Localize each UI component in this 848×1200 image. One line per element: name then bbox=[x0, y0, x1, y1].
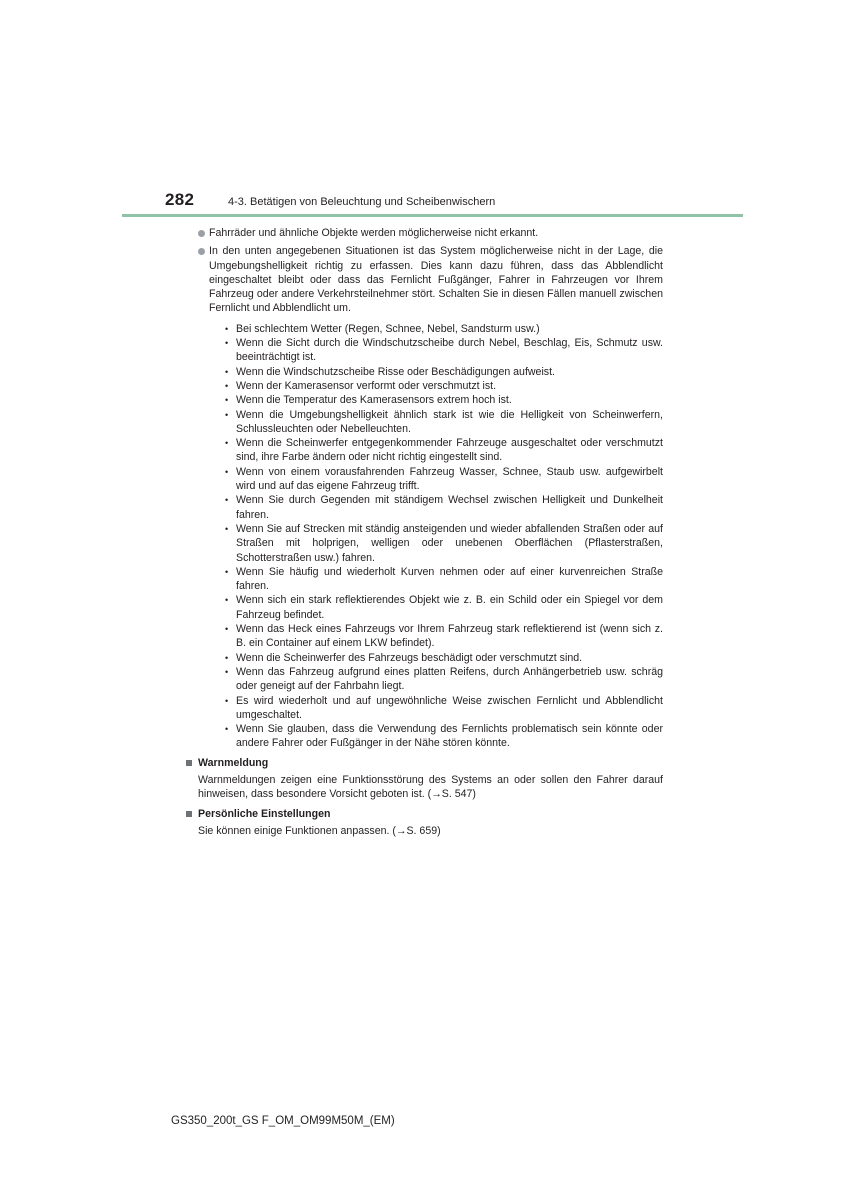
bullet-text: In den unten angegebenen Situationen ist das System möglicherweise nicht in der Lage, die Umgebungshelligkeit richtig zu erfassen. Dies kann dazu führen, dass das Abblendlicht eingeschaltet bleibt oder dass das Fernlicht Fußgänger, Fahrer in Fahrzeugen vor Ihrem Fahrzeug oder andere Verkehrsteilnehmer stört. Schalten Sie in diesen Fällen manuell zwischen Fernlicht und Abblendlicht um. bbox=[209, 245, 663, 315]
main-content bbox=[195, 226, 663, 838]
small-bullet-icon: • bbox=[225, 666, 229, 677]
sub-list-item bbox=[223, 322, 663, 336]
sub-list-item bbox=[223, 722, 663, 751]
sub-list-text: Wenn die Scheinwerfer des Fahrzeugs beschädigt oder verschmutzt sind. bbox=[236, 651, 583, 664]
sub-list-text: Wenn der Kamerasensor verformt oder verschmutzt ist. bbox=[236, 379, 497, 392]
sub-list-text: Wenn das Fahrzeug aufgrund eines platten Reifens, durch Anhängerbetrieb usw. schräg oder geneigt auf der Fahrbahn liegt. bbox=[236, 665, 663, 693]
section-warnmeldung bbox=[195, 756, 663, 802]
bullet-text: Fahrräder und ähnliche Objekte werden möglicherweise nicht erkannt. bbox=[209, 227, 539, 239]
section-square-icon bbox=[186, 760, 192, 766]
footer-code: GS350_200t_GS F_OM_OM99M50M_(EM) bbox=[171, 1115, 395, 1127]
sub-list-text: Wenn Sie häufig und wiederholt Kurven nehmen oder auf einer kurvenreichen Straße fahren. bbox=[236, 565, 663, 593]
sub-list-item bbox=[223, 393, 663, 407]
sub-list-item bbox=[223, 365, 663, 379]
sub-list-text: Wenn die Temperatur des Kamerasensors extrem hoch ist. bbox=[236, 394, 512, 407]
sub-list-text: Wenn Sie glauben, dass die Verwendung des Fernlichts problematisch sein könnte oder andere Fahrer oder Fußgänger in der Nähe stören könnte. bbox=[236, 723, 663, 750]
small-bullet-icon: • bbox=[225, 695, 229, 706]
sub-list-item bbox=[223, 651, 663, 665]
section-body: Warnmeldungen zeigen eine Funktionsstörung des Systems an oder sollen den Fahrer darauf hinweisen, dass besondere Vorsicht geboten ist. (→S. 547) bbox=[198, 773, 663, 801]
small-bullet-icon: • bbox=[225, 338, 229, 349]
section-square-icon bbox=[186, 811, 192, 817]
sub-list-item bbox=[223, 665, 663, 694]
bullet-dot-icon bbox=[198, 230, 205, 237]
sub-list bbox=[223, 322, 663, 751]
small-bullet-icon: • bbox=[225, 495, 229, 506]
section-persoenliche-einstellungen bbox=[195, 807, 663, 839]
section-body: Sie können einige Funktionen anpassen. (→S. 659) bbox=[198, 824, 441, 837]
sub-list-text: Wenn Sie auf Strecken mit ständig ansteigenden und wieder abfallenden Straßen oder auf Straßen mit holprigen, welligen oder unebenen Oberflächen (Pflasterstraßen, Schotterstraßen usw.) fahren. bbox=[236, 522, 663, 564]
small-bullet-icon: • bbox=[225, 323, 229, 334]
sub-list-item bbox=[223, 622, 663, 651]
small-bullet-icon: • bbox=[225, 566, 229, 577]
small-bullet-icon: • bbox=[225, 624, 229, 635]
small-bullet-icon: • bbox=[225, 595, 229, 606]
section-title: Warnmeldung bbox=[198, 756, 269, 769]
small-bullet-icon: • bbox=[225, 438, 229, 449]
sub-list-text: Wenn sich ein stark reflektierendes Objekt wie z. B. ein Schild oder ein Spiegel vor dem Fahrzeug befindet. bbox=[236, 594, 663, 621]
sub-list-item bbox=[223, 436, 663, 465]
sub-list-item bbox=[223, 465, 663, 494]
small-bullet-icon: • bbox=[225, 724, 229, 735]
sub-list-item bbox=[223, 593, 663, 622]
small-bullet-icon: • bbox=[225, 409, 229, 420]
sub-list-item bbox=[223, 336, 663, 365]
small-bullet-icon: • bbox=[225, 652, 229, 663]
sub-list-text: Wenn das Heck eines Fahrzeugs vor Ihrem Fahrzeug stark reflektierend ist (wenn sich z. B. ein Container auf einem LKW befindet). bbox=[236, 623, 663, 650]
sub-list-item bbox=[223, 493, 663, 522]
header-rule bbox=[122, 214, 743, 217]
small-bullet-icon: • bbox=[225, 466, 229, 477]
sub-list-item bbox=[223, 408, 663, 437]
small-bullet-icon: • bbox=[225, 395, 229, 406]
chapter-title: 4-3. Betätigen von Beleuchtung und Scheibenwischern bbox=[228, 196, 496, 208]
page-number: 282 bbox=[165, 190, 195, 209]
bullet-item bbox=[195, 244, 663, 750]
sub-list-text: Wenn die Windschutzscheibe Risse oder Beschädigungen aufweist. bbox=[236, 365, 555, 378]
small-bullet-icon: • bbox=[225, 523, 229, 534]
sub-list-text: Wenn die Scheinwerfer entgegenkommender Fahrzeuge ausgeschaltet oder verschmutzt sind, ihre Farbe ändern oder nicht richtig eingestellt sind. bbox=[236, 437, 663, 464]
sub-list-item bbox=[223, 522, 663, 565]
bullet-item bbox=[195, 226, 663, 240]
sub-list-text: Es wird wiederholt und auf ungewöhnliche Weise zwischen Fernlicht und Abblendlicht umgeschaltet. bbox=[236, 694, 663, 721]
small-bullet-icon: • bbox=[225, 380, 229, 391]
sub-list-text: Wenn die Umgebungshelligkeit ähnlich stark ist wie die Helligkeit von Scheinwerfern, Schlussleuchten oder Nebelleuchten. bbox=[236, 408, 663, 435]
section-title: Persönliche Einstellungen bbox=[198, 807, 331, 820]
sub-list-text: Wenn von einem vorausfahrenden Fahrzeug Wasser, Schnee, Staub usw. aufgewirbelt wird und auf das eigene Fahrzeug trifft. bbox=[236, 465, 663, 493]
sub-list-text: Bei schlechtem Wetter (Regen, Schnee, Nebel, Sandsturm usw.) bbox=[236, 322, 540, 335]
sub-list-item bbox=[223, 565, 663, 594]
bullet-dot-icon bbox=[198, 248, 205, 255]
sub-list-item bbox=[223, 694, 663, 723]
sub-list-item bbox=[223, 379, 663, 393]
small-bullet-icon: • bbox=[225, 366, 229, 377]
sub-list-text: Wenn Sie durch Gegenden mit ständigem Wechsel zwischen Helligkeit und Dunkelheit fahren. bbox=[236, 494, 663, 521]
sub-list-text: Wenn die Sicht durch die Windschutzscheibe durch Nebel, Beschlag, Eis, Schmutz usw. beeinträchtigt ist. bbox=[236, 337, 663, 364]
